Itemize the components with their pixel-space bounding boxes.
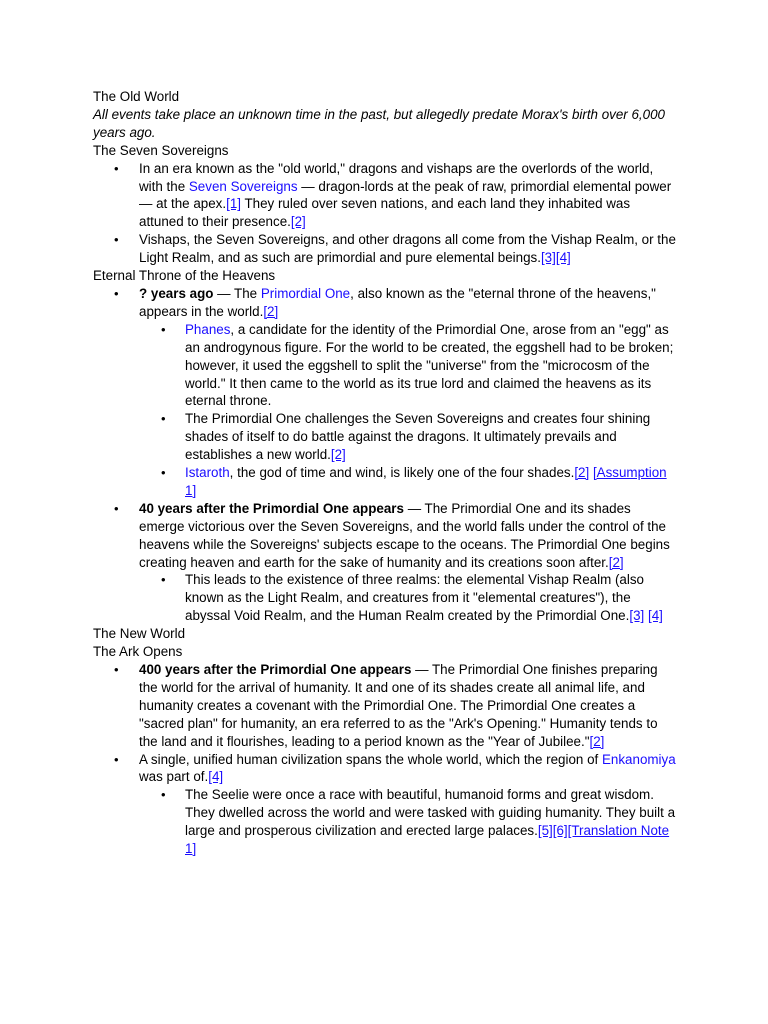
ref-link[interactable]: [4] [208, 769, 224, 785]
primordial-one-link[interactable]: Primordial One [260, 285, 351, 301]
sub-list-item [93, 571, 678, 625]
item-text: Vishaps, the Seven Sovereigns, and other dragons all come from the Vishap Realm, or the Light Realm, and as such are primordial and pure elemental beings. [139, 232, 676, 266]
assumption-link[interactable]: [Assumption 1] [185, 465, 667, 498]
item-text: was part of. [139, 769, 209, 785]
sub-list-item [93, 410, 678, 464]
sub-list [93, 786, 678, 858]
ref-link[interactable]: [1] [226, 196, 241, 212]
intro-text: All events take place an unknown time in the past, but allegedly predate Morax's birth over 6,000 years ago. [93, 106, 665, 140]
list-item [93, 751, 678, 858]
ref-link[interactable]: [2] [608, 554, 624, 570]
item-bold-time: 400 years after the Primordial One appears [139, 662, 412, 677]
item-text: The Primordial One challenges the Seven Sovereigns and creates four shining shades of itself to do battle against the dragons. It ultimately prevails and establishes a new world. [185, 411, 651, 463]
item-text: In an era known as the "old world," dragons and vishaps are the overlords of the world, with the [139, 160, 654, 194]
heading-eternal-throne: Eternal Throne of the Heavens [93, 268, 276, 284]
ref-link[interactable]: [2] [263, 303, 279, 319]
istaroth-link[interactable]: Istaroth [185, 465, 230, 481]
item-text: — dragon-lords at the peak of raw, primordial elemental power — at the apex. [139, 178, 672, 212]
item-bold-time: 40 years after the Primordial One appears [139, 500, 404, 516]
enkanomiya-link[interactable]: Enkanomiya [601, 751, 676, 767]
sub-list [93, 321, 678, 500]
item-bold-time: ? years ago [139, 285, 214, 301]
translation-note-link[interactable]: [Translation Note 1] [185, 823, 670, 857]
item-text: This leads to the existence of three realms: the elemental Vishap Realm (also known as the Light Realm, and creatures from it "elemental creatures"), the abyssal Void Realm, and the Human Realm created by the Primordial One. [185, 572, 644, 624]
ref-link[interactable]: [6] [552, 823, 568, 839]
phanes-link[interactable]: Phanes [185, 321, 231, 337]
list-item [93, 231, 678, 267]
heading-ark-opens: The Ark Opens [93, 644, 183, 660]
heading-old-world: The Old World [93, 89, 180, 104]
sub-list-item [93, 464, 678, 500]
list-item [93, 285, 678, 500]
item-text: — The Primordial One and its shades emerge victorious over the Seven Sovereigns, and the world falls under the control of the heavens while the Sovereigns' subjects escape to the oceans. The Primordial One begins creating heaven and earth for the sake of humanity and its creations soon after. [139, 500, 670, 570]
seven-sovereigns-link[interactable]: Seven Sovereigns [188, 178, 298, 194]
ark-opens-list [93, 661, 678, 858]
item-text: — The [213, 285, 261, 301]
eternal-throne-list [93, 285, 678, 625]
ref-link[interactable]: [2] [574, 465, 590, 481]
ref-link[interactable]: [2] [290, 214, 306, 230]
list-item [93, 160, 678, 232]
sub-list-item [93, 786, 678, 858]
item-text: They ruled over seven nations, and each land they inhabited was attuned to their presence. [139, 196, 631, 230]
item-text: A single, unified human civilization spans the whole world, which the region of [139, 751, 602, 767]
ref-link[interactable]: [3] [629, 608, 645, 624]
item-text: — The Primordial One finishes preparing the world for the arrival of humanity. It and one of its shades create all animal life, and humanity creates a covenant with the Primordial One. The Primordial One creates a "sacred plan" for humanity, an era referred to as the "Ark's Opening." Humanity tends to the land and it flourishes, leading to a period known as the "Year of Jubilee." [139, 662, 658, 749]
heading-new-world: The New World [93, 626, 186, 642]
ref-link[interactable]: [3] [540, 250, 556, 266]
ref-link[interactable]: [4] [555, 250, 571, 266]
seven-sovereigns-list [93, 160, 678, 267]
item-text: , the god of time and wind, is likely one of the four shades. [229, 465, 575, 481]
sub-list-item [93, 321, 678, 411]
list-item [93, 500, 678, 625]
ref-link[interactable]: [5] [537, 823, 553, 839]
item-text: The Seelie were once a race with beautiful, humanoid forms and great wisdom. They dwelled across the world and were tasked with guiding humanity. They built a large and prosperous civilization and erected large palaces. [185, 787, 676, 839]
item-text: , a candidate for the identity of the Primordial One, arose from an "egg" as an androgynous figure. For the world to be created, the eggshell had to be broken; however, it used the eggshell to split the "universe" from the "microcosm of the world." It then came to the world as its true lord and claimed the heavens as its eternal throne. [185, 321, 674, 409]
list-item [93, 661, 678, 751]
ref-link[interactable]: [4] [647, 608, 663, 624]
sub-list [93, 571, 678, 625]
ref-link[interactable]: [2] [330, 447, 346, 463]
ref-link[interactable]: [2] [589, 733, 605, 749]
heading-seven-sovereigns: The Seven Sovereigns [93, 142, 229, 158]
item-text: , also known as the "eternal throne of the heavens," appears in the world. [139, 285, 656, 319]
